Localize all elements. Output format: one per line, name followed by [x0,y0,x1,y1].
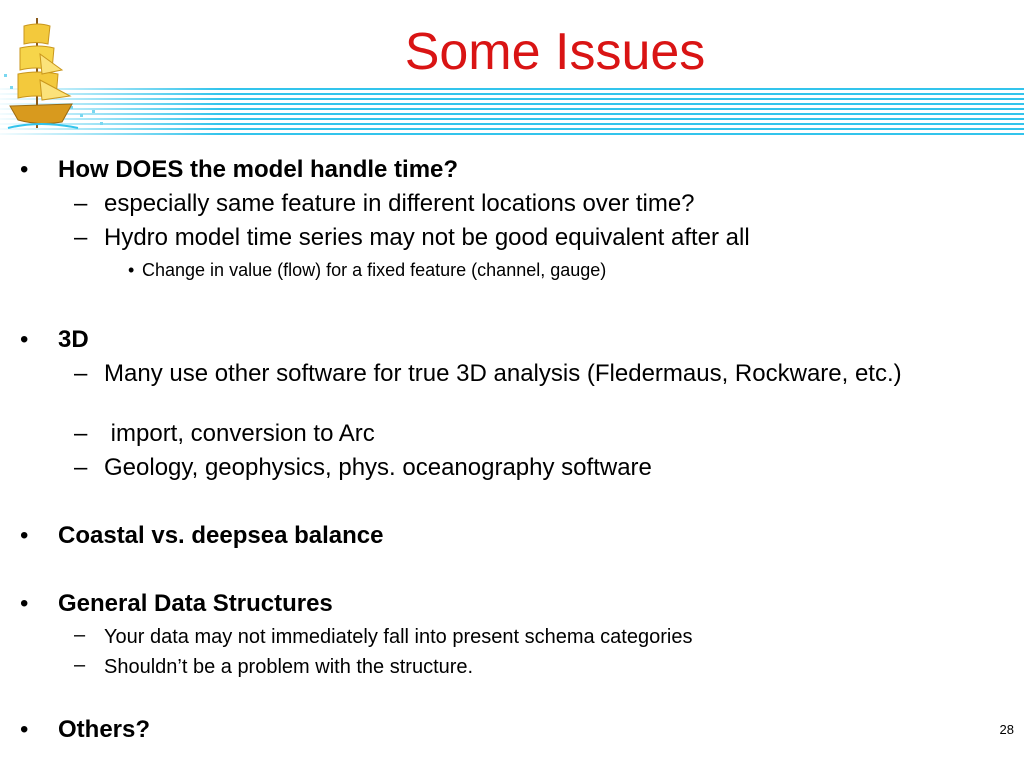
dash-marker: – [74,654,86,676]
dash-marker: – [74,360,88,387]
bullet-marker: • [20,326,29,353]
sub-bullet-text: Shouldn’t be a problem with the structure. [104,656,474,678]
bullet-marker: • [20,590,29,617]
sub-bullet-text: Geology, geophysics, phys. oceanography software [104,454,652,481]
dash-marker: – [74,454,88,481]
header-stripe-band [0,88,1024,136]
dash-marker: – [74,190,88,217]
sub-sub-bullet-text: Change in value (flow) for a fixed feature (channel, gauge) [142,260,607,280]
bullet-heading: General Data Structures [58,590,333,617]
sub-bullet-text: Hydro model time series may not be good equivalent after all [104,224,750,251]
bullet-heading: Coastal vs. deepsea balance [58,522,384,549]
sub-bullet-text: Many use other software for true 3D analysis (Fledermaus, Rockware, etc.) [104,360,902,387]
bullet-heading: How DOES the model handle time? [58,156,459,183]
page-number: 28 [999,722,1014,737]
bullet-heading: Others? [58,716,151,743]
bullet-marker: • [20,716,29,743]
bullet-marker: • [20,156,29,183]
sub-bullet-text: especially same feature in different locations over time? [104,190,695,217]
sub-bullet-text: Your data may not immediately fall into present schema categories [104,626,693,648]
dash-marker: – [74,624,86,646]
dash-marker: – [74,224,88,251]
bullet-marker: • [20,522,29,549]
bullet-heading: 3D [58,326,89,353]
slide-title: Some Issues [404,23,706,81]
sub-bullet-text: import, conversion to Arc [104,420,375,447]
dash-marker: – [74,420,88,447]
sub-sub-bullet-marker: • [128,260,135,280]
